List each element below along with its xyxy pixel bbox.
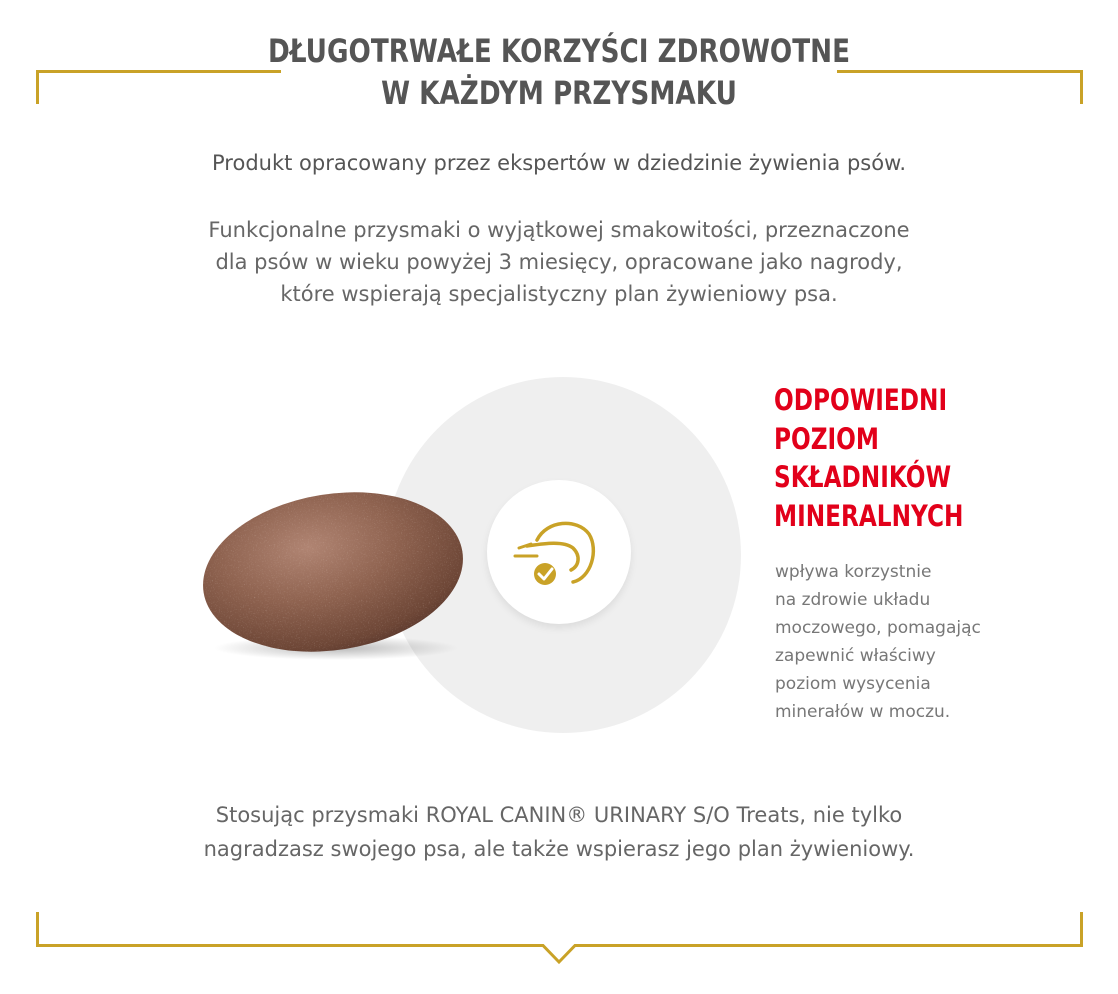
outro-line: Stosując przysmaki ROYAL CANIN® URINARY S/O Treats, nie tylko [215, 803, 903, 827]
feature-description-line: minerałów w moczu. [775, 702, 951, 722]
bottom-frame-chevron [0, 900, 1118, 980]
intro-line: Funkcjonalne przysmaki o wyjątkowej smakowitości, przeznaczone [208, 218, 910, 242]
feature-title-line: SKŁADNIKÓW [774, 460, 952, 494]
treat-kibble-image [188, 466, 478, 670]
top-frame-corner-left [36, 70, 39, 104]
feature-description [775, 558, 1095, 726]
page-title-line-2: W KAŻDYM PRZYSMAKU [381, 74, 737, 112]
outro-paragraph [0, 798, 1118, 866]
feature-description-line: wpływa korzystnie [775, 562, 932, 582]
outro-line: nagradzasz swojego psa, ale także wspierasz jego plan żywieniowy. [203, 837, 915, 861]
top-frame-corner-right [1080, 70, 1083, 104]
page-title [101, 30, 1018, 114]
feature-title-line: ODPOWIEDNI [774, 383, 948, 417]
urinary-icon-badge [487, 480, 631, 624]
intro-line: dla psów w wieku powyżej 3 miesięcy, opracowane jako nagrody, [215, 250, 903, 274]
feature-description-line: poziom wysycenia [775, 674, 931, 694]
feature-description-line: moczowego, pomagając [775, 618, 981, 638]
feature-description-line: zapewnić właściwy [775, 646, 936, 666]
feature-description-line: na zdrowie układu [775, 590, 931, 610]
intro-line: które wspierają specjalistyczny plan żywieniowy psa. [280, 282, 838, 306]
feature-title [774, 381, 1030, 535]
urinary-check-icon [507, 500, 611, 604]
lead-text: Produkt opracowany przez ekspertów w dziedzinie żywienia psów. [212, 151, 906, 175]
intro-paragraph [0, 214, 1118, 310]
feature-title-line: POZIOM [774, 421, 879, 456]
feature-title-line: MINERALNYCH [774, 498, 964, 533]
page-title-line-1: DŁUGOTRWAŁE KORZYŚCI ZDROWOTNE [267, 32, 851, 70]
